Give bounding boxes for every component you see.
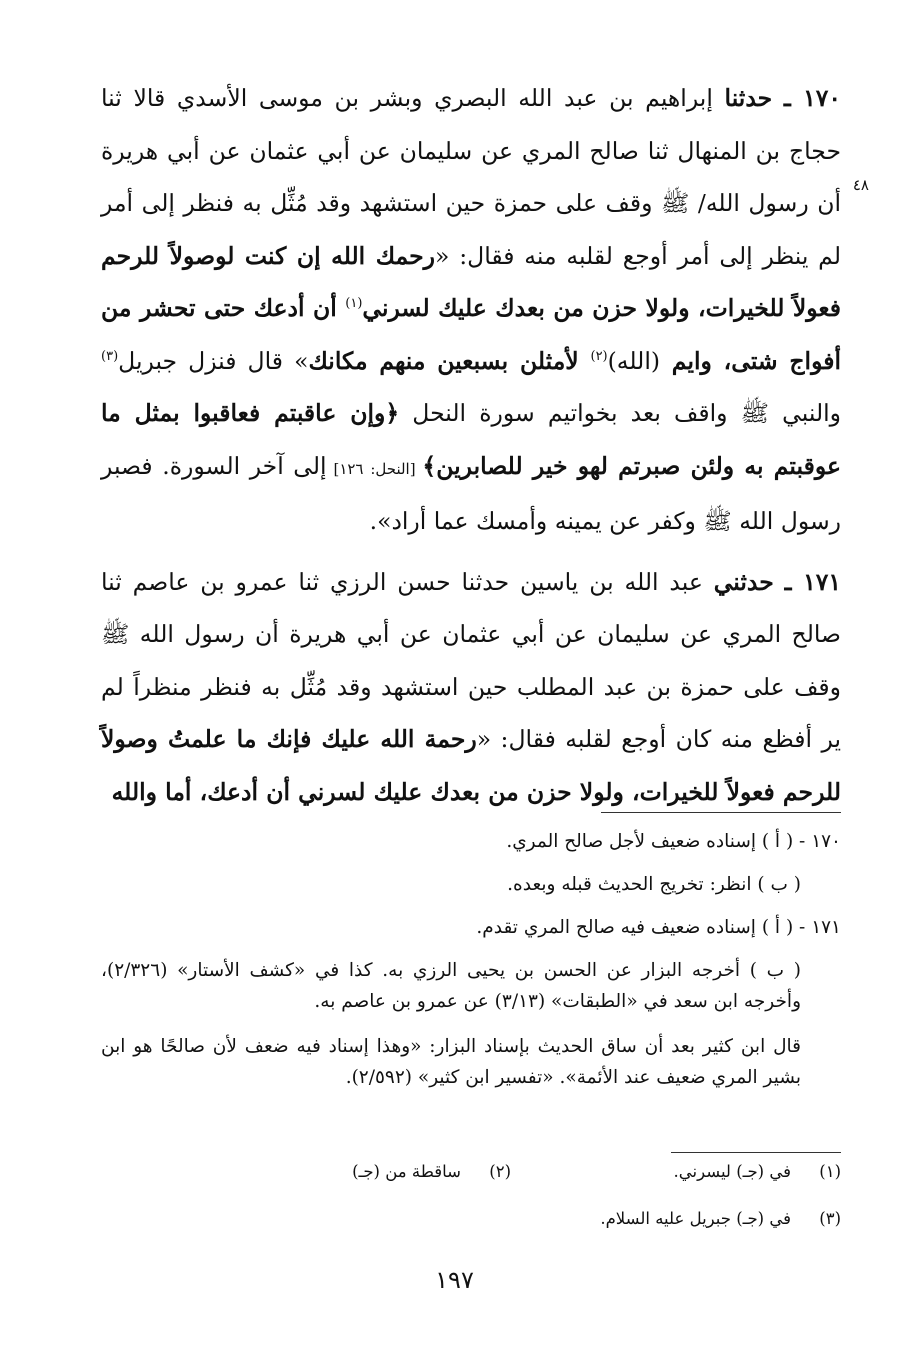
hadith-number: ١٧١ ـ: [784, 567, 841, 596]
hadith-text: عبد الله بن ياسين حدثنا حسن الرزي ثنا عمرو بن عاصم ثنا صالح المري عن سليمان عن أبي عثمان عن أبي هريرة أن رسول الله ﷺ وقف على حمزة بن عبد المطلب حين استشهد وقد مُثِّل به فنظر منظراً لم ير أفظع منه كان أوجع لقلبه فقال: «: [101, 567, 841, 753]
main-text: [101, 72, 841, 818]
footnote-text: في (جـ) ليسرني.: [673, 1162, 791, 1181]
hadith-170: [101, 72, 841, 548]
quran-verse: ﴿وإن عاقبتم فعاقبوا بمثل ما عوقبتم به ولئن صبرتم لهو خير للصابرين﴾: [101, 399, 842, 480]
hadith-lead-word: حدثنا: [724, 84, 773, 112]
page-number: ١٩٧: [435, 1266, 474, 1294]
footnote-number: (١): [819, 1162, 841, 1181]
note-item: ( ب ) أخرجه البزار عن الحسن بن يحيى الرزي به. كذا في «كشف الأستار» (٢/٣٢٦)، وأخرجه ابن سعد في «الطبقات» (٣/١٣) عن عمرو بن عاصم به.: [101, 960, 801, 1012]
notes-divider: [601, 812, 841, 813]
hadith-quote: رحمة الله عليك فإنك ما علمتُ وصولاً للرحم فعولاً للخيرات، ولولا حزن من بعدك عليك لسرني أن أدعك، أما والله: [101, 725, 841, 806]
hadith-text: » قال فنزل جبريل: [118, 346, 309, 375]
footnotes: [101, 1158, 841, 1252]
hadith-quote: لأمثلن بسبعين منهم مكانك: [308, 346, 591, 375]
note-item: ١٧١ - ( أ ) إسناده ضعيف فيه صالح المري تقدم.: [476, 917, 841, 938]
footnote-row: [101, 1205, 841, 1232]
footnote-ref: (١): [345, 296, 363, 312]
hadith-text: (الله): [607, 346, 661, 375]
verse-reference: [النحل: ١٢٦]: [326, 459, 423, 478]
footnote-text: في (جـ) جبريل عليه السلام.: [600, 1209, 791, 1228]
footnote-item: [511, 1158, 841, 1185]
hadith-quote: أن أدعك حتى تحشر من أفواج شتى، وايم: [101, 294, 841, 375]
hadith-text: إلى آخر السورة. فصبر رسول الله ﷺ وكفر عن يمينه وأمسك عما أراد».: [101, 451, 841, 535]
hadith-text: إبراهيم بن عبد الله البصري وبشر بن موسى الأسدي قالا ثنا حجاج بن المنهال ثنا صالح المري عن سليمان عن أبي عثمان عن أبي هريرة أن رسول الله/ ﷺ وقف على حمزة حين استشهد وقد مُثِّل به فنظر إلى أمر لم ينظر إلى أمر أوجع لقلبه منه فقال: «: [101, 84, 841, 270]
hadith-171: [101, 556, 841, 819]
footnote-text: ساقطة من (جـ): [352, 1162, 461, 1181]
margin-page-marker: ٤٨: [852, 176, 869, 194]
footnote-item: [600, 1205, 841, 1232]
note-item: ١٧٠ - ( أ ) إسناده ضعيف لأجل صالح المري.: [506, 831, 841, 852]
note-item: ( ب ) انظر: تخريج الحديث قبله وبعده.: [507, 874, 801, 895]
takhrij-notes: [101, 826, 841, 1107]
hadith-text: والنبي ﷺ واقف بعد بخواتيم سورة النحل: [399, 399, 841, 427]
footnote-ref: (٢): [590, 348, 608, 364]
note-item: قال ابن كثير بعد أن ساق الحديث بإسناد البزار: «وهذا إسناد فيه ضعف لأن صالحًا هو ابن بشير المري ضعيف عند الأئمة». «تفسير ابن كثير» (٢/٥٩٢).: [101, 1036, 801, 1088]
hadith-quote: رحمك الله إن كنت لوصولاً للرحم فعولاً للخيرات، ولولا حزن من بعدك عليك لسرني: [101, 241, 841, 322]
footnote-item: [352, 1158, 511, 1185]
footnote-ref: (٣): [101, 348, 119, 364]
hadith-lead-word: حدثني: [713, 567, 774, 596]
footnote-number: (٣): [819, 1209, 841, 1228]
hadith-number: ١٧٠ ـ: [783, 84, 841, 112]
footnote-row: [101, 1158, 841, 1185]
footnotes-divider: [671, 1152, 841, 1153]
footnote-number: (٢): [489, 1162, 511, 1181]
